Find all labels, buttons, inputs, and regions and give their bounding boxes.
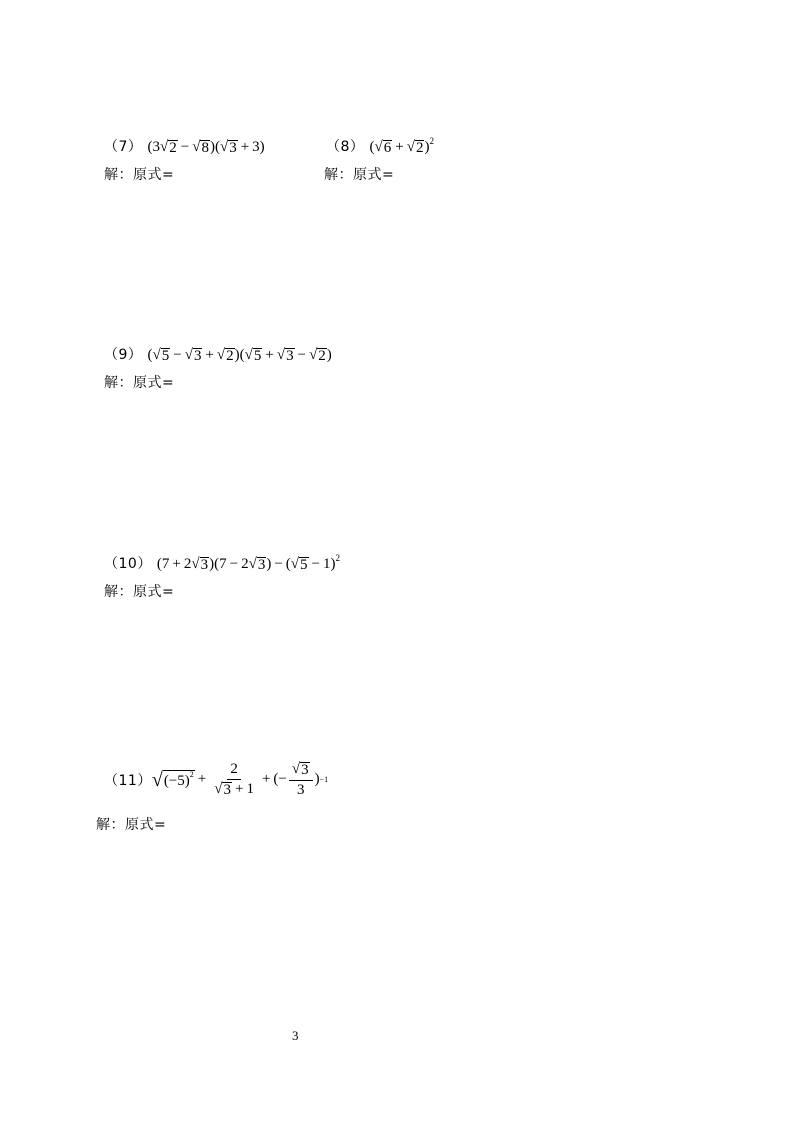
problem-10-number: （10） bbox=[104, 556, 152, 572]
problem-9-expression: ( √ 5 − √ 3 + √ 2 )( √ 5 + √ 3 − √ 2 ) bbox=[147, 347, 332, 364]
problem-11 bbox=[104, 761, 328, 798]
problem-11-solution-label: 解：原式= bbox=[96, 817, 167, 833]
problem-9 bbox=[104, 344, 332, 365]
problem-7-expression: (3 √ 2 − √ 8 )( √ 3 + 3) bbox=[147, 139, 265, 156]
page-number: 3 bbox=[292, 1028, 299, 1043]
problem-8-solution-label: 解：原式= bbox=[324, 167, 395, 183]
problem-7 bbox=[104, 136, 265, 157]
problem-8 bbox=[326, 136, 434, 157]
problem-9-number: （9） bbox=[104, 347, 143, 363]
problem-10-solution-label: 解：原式= bbox=[104, 584, 175, 600]
problem-10-expression: (7 + 2 √ 3 )(7 − 2 √ 3 ) − ( √ 5 − 1)$^2$ bbox=[156, 553, 340, 573]
problem-8-number: （8） bbox=[326, 139, 365, 155]
problem-7-number: （7） bbox=[104, 139, 143, 155]
problem-11-number: （11） bbox=[104, 772, 152, 789]
problem-8-expression: ( √ 6 + √ 2 )$^2$ bbox=[369, 136, 434, 156]
problem-10 bbox=[104, 553, 340, 574]
problem-7-solution-label: 解：原式= bbox=[104, 167, 175, 183]
problem-11-expression: √ $(-5)^2$ + 2 √ 3 + 1 + (− √ 3 3 ) −1 bbox=[151, 761, 329, 798]
problem-9-solution-label: 解：原式= bbox=[104, 375, 175, 391]
